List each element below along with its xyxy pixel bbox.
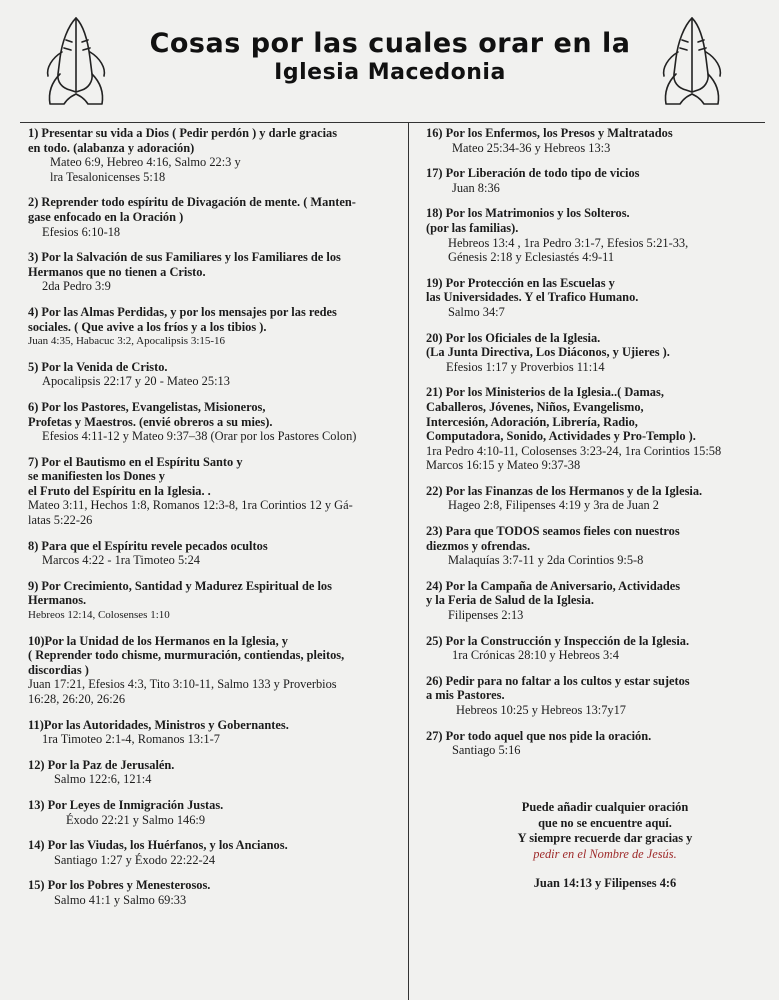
item-reference: Efesios 6:10-18 [42,224,121,239]
item-reference: Juan 8:36 [452,180,500,195]
item-title: 22) Por las Finanzas de los Hermanos y de la Iglesia. [426,483,703,498]
item-reference: Apocalipsis 22:17 y 20 - Mateo 25:13 [42,374,230,389]
item-title: 16) Por los Enfermos, los Presos y Maltratados [426,126,673,140]
item-reference: Éxodo 22:21 y Salmo 146:9 [66,812,206,827]
item-title: 7) Por el Bautismo en el Espíritu Santo y se manifiesten los Dones y el Fruto del Espíritu en la Iglesia. . [28,454,243,498]
list-item [426,166,766,195]
item-title: 19) Por Protección en las Escuelas y las Universidades. Y el Trafico Humano. [426,275,639,305]
item-title: 21) Por los Ministerios de la Iglesia..( Damas, Caballeros, Jóvenes, Niños, Evangelismo, Intercesión, Adoración, Librería, Radio, Computadora, Sonido, Actividades y Pro-Templo ). [426,385,696,444]
item-title: 24) Por la Campaña de Aniversario, Actividades y la Feria de Salud de la Iglesia. [426,578,681,608]
item-reference: Malaquías 3:7-11 y 2da Corintios 9:5-8 [448,553,644,568]
item-reference: Salmo 41:1 y Salmo 69:33 [54,892,187,907]
list-item [28,718,400,747]
item-reference: Juan 17:21, Efesios 4:3, Tito 3:10-11, Salmo 133 y Proverbios 16:28, 26:20, 26:26 [28,677,337,706]
item-reference: Mateo 25:34-36 y Hebreos 13:3 [452,140,611,155]
item-reference: 1ra Crónicas 28:10 y Hebreos 3:4 [452,648,619,663]
list-item [426,579,766,623]
item-title: 17) Por Liberación de todo tipo de vicios [426,166,640,181]
list-item [426,276,766,320]
item-reference: 1ra Timoteo 2:1-4, Romanos 13:1-7 [42,732,220,747]
item-title: 25) Por la Construcción y Inspección de la Iglesia. [426,633,690,648]
item-reference: Efesios 4:11-12 y Mateo 9:37–38 (Orar por los Pastores Colon) [42,429,357,444]
item-title: 23) Para que TODOS seamos fieles con nuestros diezmos y ofrendas. [426,524,680,553]
praying-hands-icon [654,12,730,112]
list-item [28,758,400,787]
list-item [28,539,400,568]
item-title: 10)Por la Unidad de los Hermanos en la Iglesia, y ( Reprender todo chisme, murmuración, contiendas, pleitos, discordias ) [28,633,345,677]
item-title: 1) Presentar su vida a Dios ( Pedir perdón ) y darle gracias en todo. (alabanza y adoración) [28,126,338,155]
item-reference: 1ra Pedro 4:10-11, Colosenses 3:23-24, 1ra Corintios 15:58 Marcos 16:15 y Mateo 9:37-38 [426,443,722,473]
list-item [28,579,400,623]
list-item [28,360,400,389]
item-title: 13) Por Leyes de Inmigración Justas. [28,797,224,812]
list-item [426,524,766,568]
item-title: 15) Por los Pobres y Menesterosos. [28,878,211,893]
praying-hands-icon [38,12,114,112]
list-item [28,455,400,528]
list-item [426,674,766,718]
item-reference: Santiago 5:16 [452,743,521,758]
item-title: 9) Por Crecimiento, Santidad y Madurez Espiritual de los Hermanos. [28,578,332,608]
item-title: 6) Por los Pastores, Evangelistas, Misioneros, Profetas y Maestros. (envié obreros a su mies). [28,399,273,429]
list-item [28,838,400,867]
list-item [28,798,400,827]
item-reference: 2da Pedro 3:9 [42,279,111,294]
closing-verse: Juan 14:13 y Filipenses 4:6 [533,876,677,890]
list-item [426,484,766,513]
item-reference: Juan 4:35, Habacuc 3:2, Apocalipsis 3:15-16 [28,335,226,348]
list-item [426,634,766,663]
column-divider [408,122,409,1000]
item-title: 14) Por las Viudas, los Huérfanos, y los Ancianos. [28,838,288,853]
item-title: 5) Por la Venida de Cristo. [28,359,168,374]
list-item [28,126,400,184]
closing-line: Y siempre recuerde dar gracias y [517,831,693,845]
closing-line-emphasis: pedir en el Nombre de Jesús. [533,846,677,861]
item-reference: Santiago 1:27 y Éxodo 22:22-24 [54,852,216,867]
item-title: 27) Por todo aquel que nos pide la oración. [426,728,652,743]
item-title: 12) Por la Paz de Jerusalén. [28,757,175,772]
list-item [28,878,400,907]
right-column [426,126,766,769]
header-divider [20,122,765,123]
closing-note [480,800,730,892]
closing-line: Puede añadir cualquier oración [521,800,689,814]
item-reference: Efesios 1:17 y Proverbios 11:14 [446,359,605,374]
item-title: 3) Por la Salvación de sus Familiares y los Familiares de los Hermanos que no tienen a Cristo. [28,250,341,279]
item-title: 2) Reprender todo espíritu de Divagación de mente. ( Manten- gase enfocado en la Oración ) [28,195,356,224]
title-line-2: Iglesia Macedonia [274,60,506,85]
list-item [426,331,766,375]
list-item [426,126,766,155]
item-reference: Mateo 3:11, Hechos 1:8, Romanos 12:3-8, 1ra Corintios 12 y Gá- latas 5:22-26 [28,498,353,528]
title-line-1: Cosas por las cuales orar en la [149,28,631,59]
item-reference: Hebreos 13:4 , 1ra Pedro 3:1-7, Efesios 5:21-33, Génesis 2:18 y Eclesiastés 4:9-11 [448,235,689,265]
item-reference: Salmo 122:6, 121:4 [54,772,152,787]
item-title: 18) Por los Matrimonios y los Solteros. (por las familias). [426,206,630,235]
item-reference: Hebreos 10:25 y Hebreos 13:7y17 [456,703,626,717]
list-item [28,250,400,294]
item-title: 26) Pedir para no faltar a los cultos y estar sujetos a mis Pastores. [426,673,690,703]
list-item [28,400,400,444]
item-reference: Hageo 2:8, Filipenses 4:19 y 3ra de Juan 2 [448,498,659,513]
list-item [28,305,400,349]
item-title: 8) Para que el Espíritu revele pecados ocultos [28,538,268,553]
list-item [426,729,766,758]
list-item [28,195,400,239]
page-title [120,28,660,86]
item-reference: Filipenses 2:13 [448,608,524,623]
list-item [28,634,400,707]
item-reference: Hebreos 12:14, Colosenses 1:10 [28,609,170,622]
list-item [426,206,766,264]
left-column [28,126,400,919]
item-reference: Mateo 6:9, Hebreo 4:16, Salmo 22:3 y lra Tesalonicenses 5:18 [50,155,241,184]
item-title: 20) Por los Oficiales de la Iglesia. (La Junta Directiva, Los Diáconos, y Ujieres ). [426,330,670,360]
item-title: 4) Por las Almas Perdidas, y por los mensajes por las redes sociales. ( Que avive a los fríos y a los tibios ). [28,304,337,334]
list-item [426,385,766,473]
item-title: 11)Por las Autoridades, Ministros y Gobernantes. [28,717,289,732]
closing-line: que no se encuentre aquí. [538,815,672,830]
item-reference: Marcos 4:22 - 1ra Timoteo 5:24 [42,553,200,568]
item-reference: Salmo 34:7 [448,304,505,319]
